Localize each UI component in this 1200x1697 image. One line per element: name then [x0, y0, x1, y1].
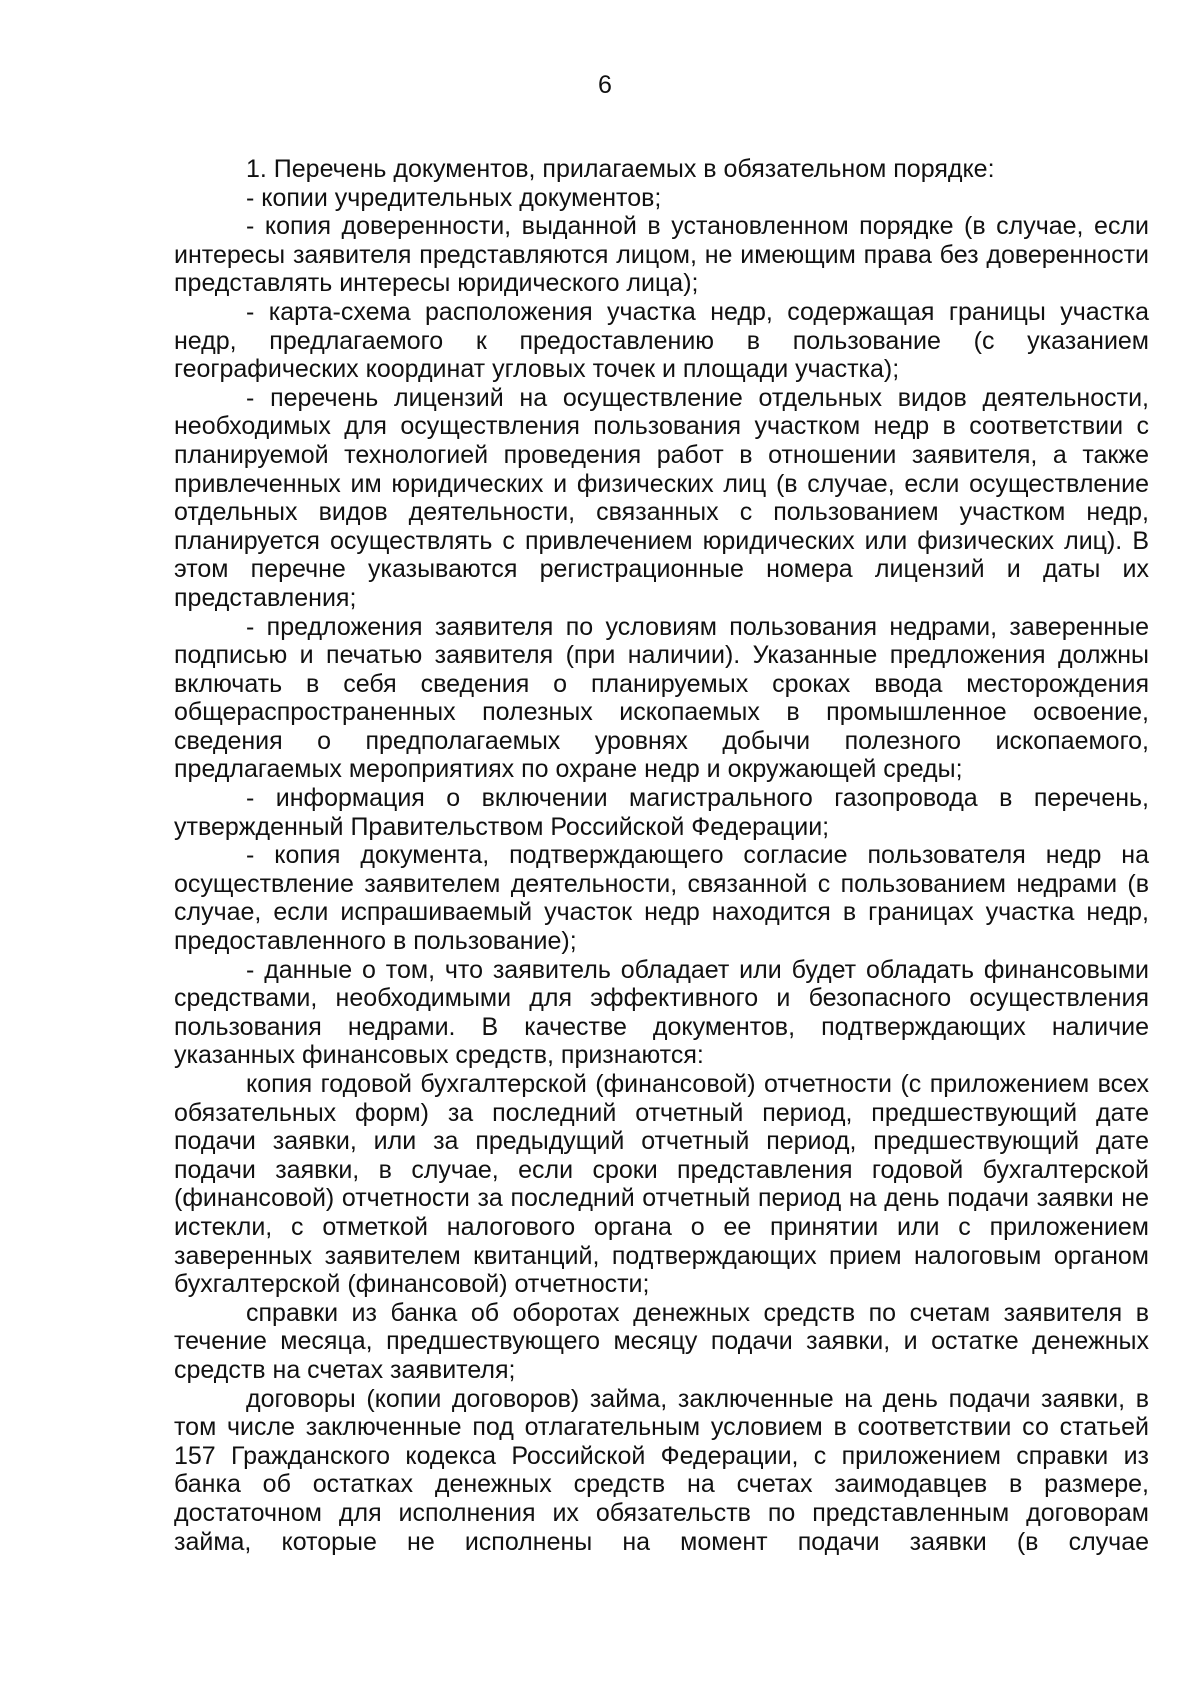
list-item-site-map: - карта-схема расположения участка недр, содержащая границы участка недр, предлагаемого к предоставлению в пользование (с указанием географических координат угловых точек и площади участка);	[174, 297, 1149, 384]
list-item-power-of-attorney: - копия доверенности, выданной в установленном порядке (в случае, если интересы заявителя представляются лицом, не имеющим права без доверенности представлять интересы юридического лица);	[174, 212, 1149, 298]
section-heading: 1. Перечень документов, прилагаемых в обязательном порядке:	[246, 155, 995, 183]
page-number: 6	[598, 71, 612, 99]
list-item-gas-pipeline-info: - информация о включении магистрального газопровода в перечень, утвержденный Правительством Российской Федерации;	[174, 784, 1149, 841]
list-item-consent-document: - копия документа, подтверждающего согласие пользователя недр на осуществление заявителем деятельности, связанной с пользованием недрами (в случае, если испрашиваемый участок недр находится в границах участка недр, предоставленного в пользование);	[174, 841, 1149, 956]
document-body	[174, 155, 1149, 1556]
list-item-licenses: - перечень лицензий на осуществление отдельных видов деятельности, необходимых для осуществления пользования участком недр в соответствии с планируемой технологией проведения работ в отношении заявителя, а также привлеченных им юридических и физических лиц (в случае, если осуществление отдельных видов деятельности, связанных с пользованием участком недр, планируется осуществлять с привлечением юридических или физических лиц). В этом перечне указываются регистрационные номера лицензий и даты их представления;	[174, 383, 1149, 612]
paragraph-bank-statements: справки из банка об оборотах денежных средств по счетам заявителя в течение месяца, предшествующего месяцу подачи заявки, и остатке денежных средств на счетах заявителя;	[174, 1298, 1149, 1384]
paragraph-loan-agreements: договоры (копии договоров) займа, заключенные на день подачи заявки, в том числе заключенные под отлагательным условием в соответствии со статьей 157 Гражданского кодекса Российской Федерации, с приложением справки из банка об остатках денежных средств на счетах заимодавцев в размере, достаточном для исполнения их обязательств по представленным договорам займа, которые не исполнены на момент подачи заявки (в случае	[174, 1384, 1149, 1556]
list-item-financial-data: - данные о том, что заявитель обладает или будет обладать финансовыми средствами, необходимыми для эффективного и безопасного осуществления пользования недрами. В качестве документов, подтверждающих наличие указанных финансовых средств, признаются:	[174, 955, 1149, 1070]
list-item-founding-documents: - копии учредительных документов;	[246, 183, 662, 212]
paragraph-annual-reporting: копия годовой бухгалтерской (финансовой) отчетности (с приложением всех обязательных форм) за последний отчетный период, предшествующий дате подачи заявки, или за предыдущий отчетный период, предшествующий дате подачи заявки, в случае, если сроки представления годовой бухгалтерской (финансовой) отчетности за последний отчетный период на день подачи заявки не истекли, с отметкой налогового органа о ее принятии или с приложением заверенных заявителем квитанций, подтверждающих прием налоговым органом бухгалтерской (финансовой) отчетности;	[174, 1070, 1149, 1299]
list-item-proposals: - предложения заявителя по условиям пользования недрами, заверенные подписью и печатью заявителя (при наличии). Указанные предложения должны включать в себя сведения о планируемых сроках ввода месторождения общераспространенных полезных ископаемых в промышленное освоение, сведения о предполагаемых уровнях добычи полезного ископаемого, предлагаемых мероприятиях по охране недр и окружающей среды;	[174, 612, 1149, 784]
